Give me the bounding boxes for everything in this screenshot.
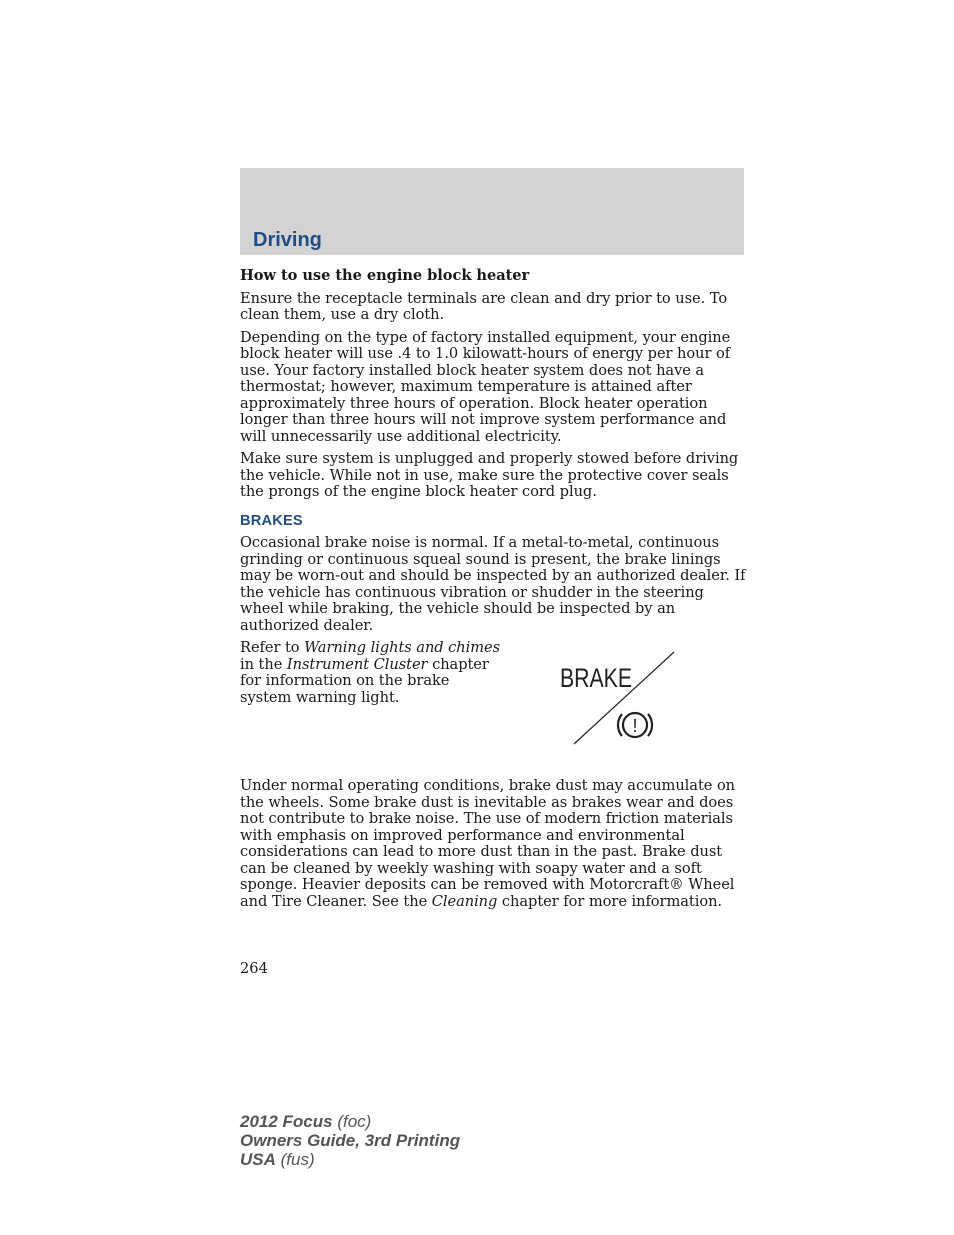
brakes-paragraph-1: Occasional brake noise is normal. If a metal-to-metal, continuous grinding or continuous squeal sound is present, the brake linings may be worn-out and should be inspected by an authorized dealer. If the vehicle has continuous vibration or shudder in the steering wheel while braking, the vehicle should be inspected by an authorized dealer.: [240, 534, 746, 634]
brake-dust-text-end: chapter for more information.: [497, 892, 723, 910]
section-title: Driving: [253, 229, 322, 251]
instrument-cluster-reference: Instrument Cluster: [286, 655, 428, 673]
brake-icon-exclamation: !: [632, 716, 638, 736]
brake-icon-label: BRAKE: [560, 663, 632, 693]
page-number: 264: [240, 960, 268, 977]
block-heater-paragraph-2: Depending on the type of factory installed equipment, your engine block heater will use .4 to 1.0 kilowatt-hours of energy per hour of use. Your factory installed block heater system does not have a thermostat; however, maximum temperature is attained after approximately three hours of operation. Block heater operation longer than three hours will not improve system performance and will unnecessarily use additional electricity.: [240, 328, 731, 445]
cleaning-reference: Cleaning: [431, 892, 498, 910]
footer-model: 2012 Focus: [240, 1112, 333, 1131]
footer-model-code: (foc): [332, 1112, 372, 1131]
footer-market: USA: [240, 1150, 276, 1169]
refer-prefix: Refer to: [240, 639, 305, 656]
footer-line-2: Owners Guide, 3rd Printing: [240, 1131, 461, 1150]
brakes-heading: BRAKES: [240, 512, 303, 529]
brake-refer-paragraph: [240, 640, 502, 706]
brake-refer-block: [240, 640, 746, 778]
warning-lights-reference: Warning lights and chimes: [304, 639, 501, 656]
brakes-paragraph-2: [240, 778, 746, 910]
brake-dust-text: Under normal operating conditions, brake dust may accumulate on the wheels. Some brake dust is inevitable as brakes wear and does not contribute to brake noise. The use of modern friction materials with emphasis on improved performance and environmental considerations can lead to more dust than in the past. Brake dust can be cleaned by weekly washing with soapy water and a soft sponge. Heavier deposits can be removed with Motorcraft® Wheel and Tire Cleaner. See the: [240, 777, 736, 910]
block-heater-heading: How to use the engine block heater: [240, 267, 530, 284]
footer-line-1: [240, 1112, 460, 1131]
brake-warning-icon: [558, 648, 682, 748]
footer-line-3: [240, 1150, 460, 1169]
block-heater-paragraph-1: Ensure the receptacle terminals are clean and dry prior to use. To clean them, use a dry cloth.: [240, 289, 728, 323]
page-content: [240, 268, 746, 916]
document-footer: [240, 1112, 460, 1169]
refer-mid: in the: [240, 655, 287, 673]
refer-suffix: chapter for information on the brake system warning light.: [240, 655, 489, 706]
block-heater-paragraph-3: Make sure system is unplugged and properly stowed before driving the vehicle. While not in use, make sure the protective cover seals the prongs of the engine block heater cord plug.: [240, 450, 739, 500]
footer-market-code: (fus): [275, 1150, 315, 1169]
